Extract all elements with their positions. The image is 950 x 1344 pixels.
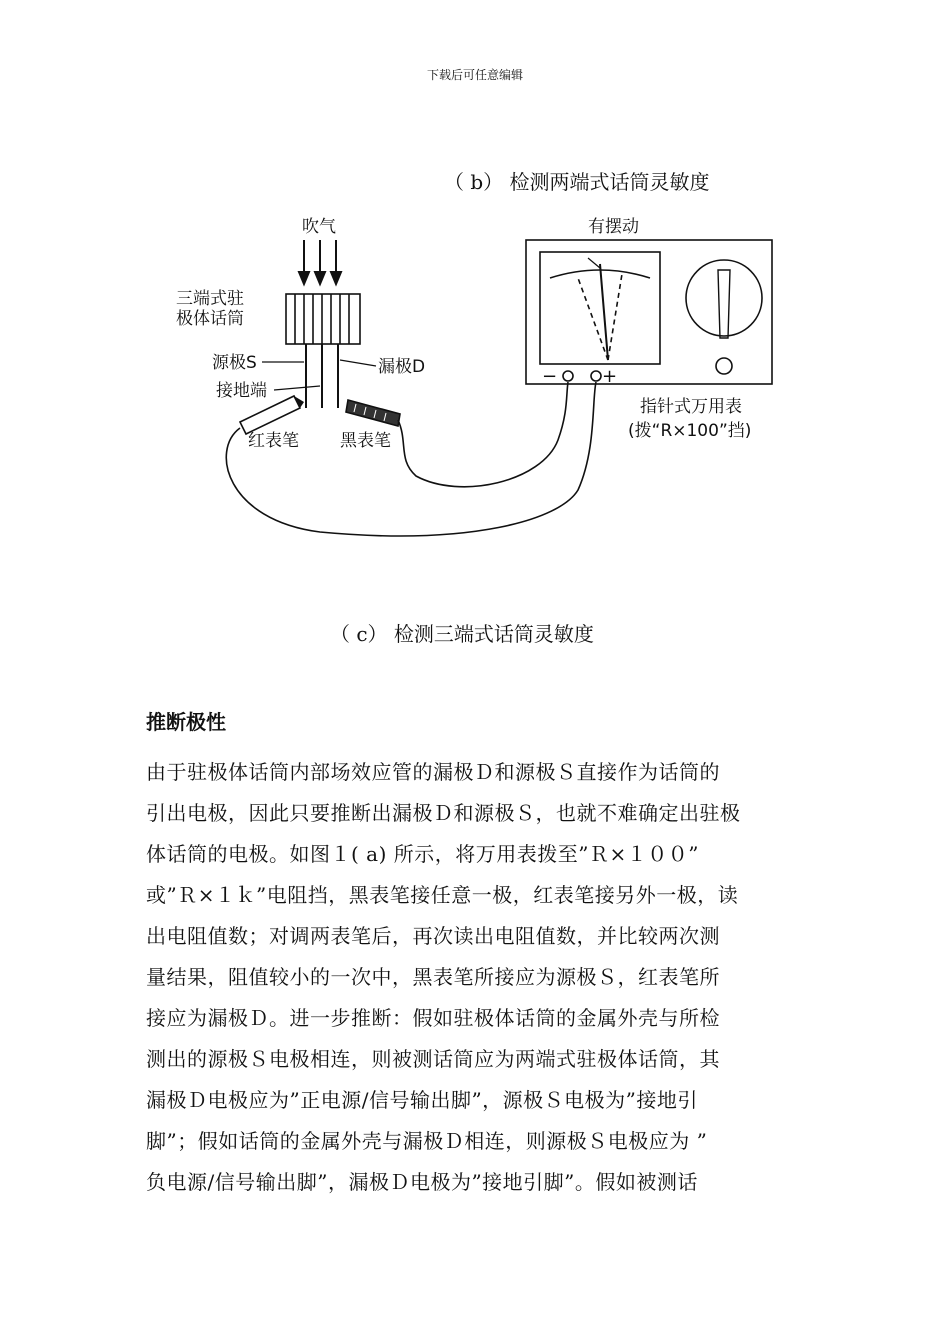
plus-sign: + (602, 366, 618, 387)
ground-label: 接地端 (216, 381, 267, 401)
meter-range-label: (拨“R×100”挡) (628, 421, 752, 441)
paragraph-line: 脚”；假如话筒的金属外壳与漏极Ｄ相连，则源极Ｓ电极应为 ” (146, 1129, 708, 1153)
red-probe-icon (240, 396, 304, 434)
paragraph-line: 接应为漏极Ｄ。进一步推断：假如驻极体话筒的金属外壳与所检 (146, 1006, 720, 1030)
paragraph-line: 出电阻值数；对调两表笔后，再次读出电阻值数，并比较两次测 (146, 924, 720, 948)
page-header: 下载后可任意编辑 (426, 68, 523, 82)
circuit-figure (170, 200, 790, 600)
source-label: 源极S (212, 353, 257, 373)
mic-label-line2: 极体话筒 (176, 309, 244, 329)
microphone-icon (286, 294, 360, 408)
paragraph-line: 或”Ｒ×１ｋ”电阻挡，黑表笔接任意一极，红表笔接另外一极，读 (146, 883, 739, 907)
blow-label: 吹气 (302, 217, 336, 237)
red-probe-label: 红表笔 (248, 431, 299, 451)
multimeter-icon (526, 240, 772, 384)
caption-b: （ b） 检测两端式话筒灵敏度 (444, 170, 710, 194)
paragraph-line: 量结果，阻值较小的一次中，黑表笔所接应为源极Ｓ，红表笔所 (146, 965, 720, 989)
caption-c: （ c） 检测三端式话筒灵敏度 (330, 622, 594, 646)
paragraph-line: 引出电极，因此只要推断出漏极Ｄ和源极Ｓ，也就不难确定出驻极 (146, 801, 741, 825)
blow-arrows-icon (299, 240, 341, 284)
paragraph-line: 负电源/信号输出脚”，漏极Ｄ电极为”接地引脚”。假如被测话 (146, 1170, 698, 1194)
meter-label: 指针式万用表 (640, 397, 742, 417)
black-probe-label: 黑表笔 (340, 431, 391, 451)
paragraph-line: 测出的源极Ｓ电极相连，则被测话筒应为两端式驻极体话筒，其 (146, 1047, 720, 1071)
mic-label-line1: 三端式驻 (176, 289, 244, 309)
black-probe-icon (346, 400, 400, 426)
paragraph-line: 体话筒的电极。如图１( a) 所示，将万用表拨至”Ｒ×１００” (146, 842, 699, 866)
paragraph-line: 由于驻极体话筒内部场效应管的漏极Ｄ和源极Ｓ直接作为话筒的 (146, 760, 720, 784)
swing-label: 有摆动 (588, 217, 639, 237)
drain-label: 漏极D (378, 357, 426, 377)
black-wire (398, 382, 568, 487)
minus-sign: − (542, 366, 558, 387)
paragraph-line: 漏极Ｄ电极应为”正电源/信号输出脚”，源极Ｓ电极为”接地引 (146, 1088, 698, 1112)
section-heading: 推断极性 (146, 710, 226, 734)
body-paragraph (146, 752, 816, 1203)
